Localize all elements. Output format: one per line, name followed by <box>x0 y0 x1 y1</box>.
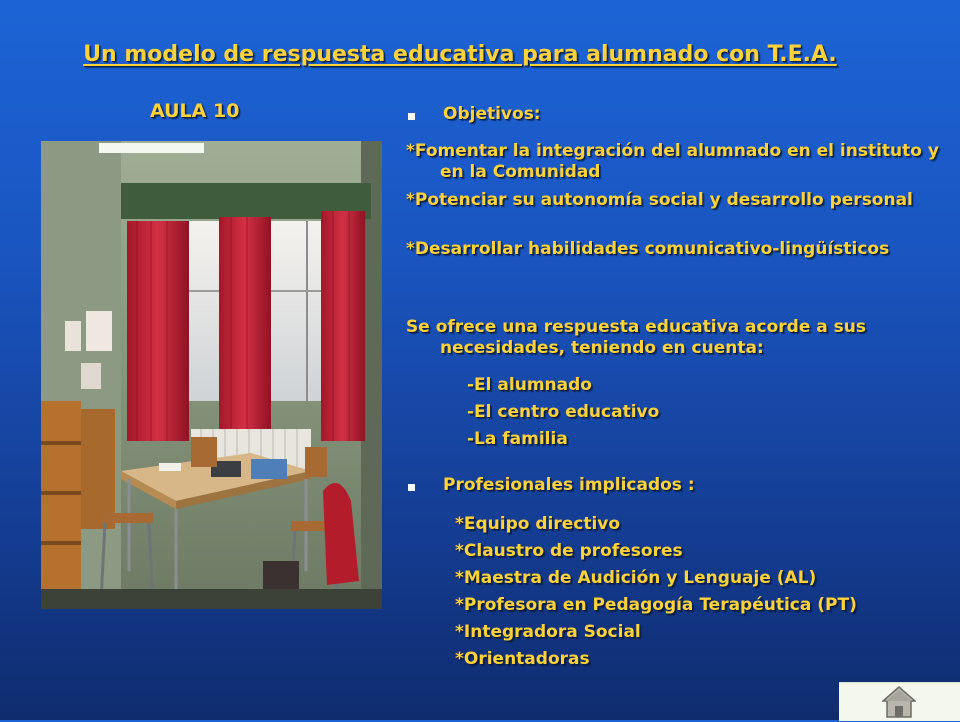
professionals-heading: Profesionales implicados : <box>443 475 695 495</box>
objective-item: *Fomentar la integración del alumnado en el instituto y en la Comunidad <box>406 141 939 182</box>
response-text: Se ofrece una respuesta educativa acorde a sus necesidades, teniendo en cuenta: <box>406 317 867 358</box>
aula-label: AULA 10 <box>150 100 240 122</box>
objectives-heading: Objetivos: <box>443 104 541 124</box>
consideration-item: -La familia <box>467 429 568 449</box>
objective-item: *Desarrollar habilidades comunicativo-lingüísticos <box>406 239 890 259</box>
professional-item: *Profesora en Pedagogía Terapéutica (PT) <box>455 595 857 615</box>
professional-item: *Integradora Social <box>455 622 641 642</box>
bullet-objectives <box>408 113 415 120</box>
professional-item: *Equipo directivo <box>455 514 621 534</box>
objective-item: *Potenciar su autonomía social y desarrollo personal <box>406 190 913 210</box>
home-icon[interactable] <box>882 686 916 718</box>
bullet-professionals <box>408 484 415 491</box>
consideration-item: -El centro educativo <box>467 402 660 422</box>
professional-item: *Maestra de Audición y Lenguaje (AL) <box>455 568 817 588</box>
professional-item: *Orientadoras <box>455 649 590 669</box>
slide-title: Un modelo de respuesta educativa para alumnado con T.E.A. <box>83 42 837 67</box>
consideration-item: -El alumnado <box>467 375 592 395</box>
professional-item: *Claustro de profesores <box>455 541 683 561</box>
home-nav-panel <box>839 682 960 721</box>
classroom-photo <box>41 141 382 609</box>
